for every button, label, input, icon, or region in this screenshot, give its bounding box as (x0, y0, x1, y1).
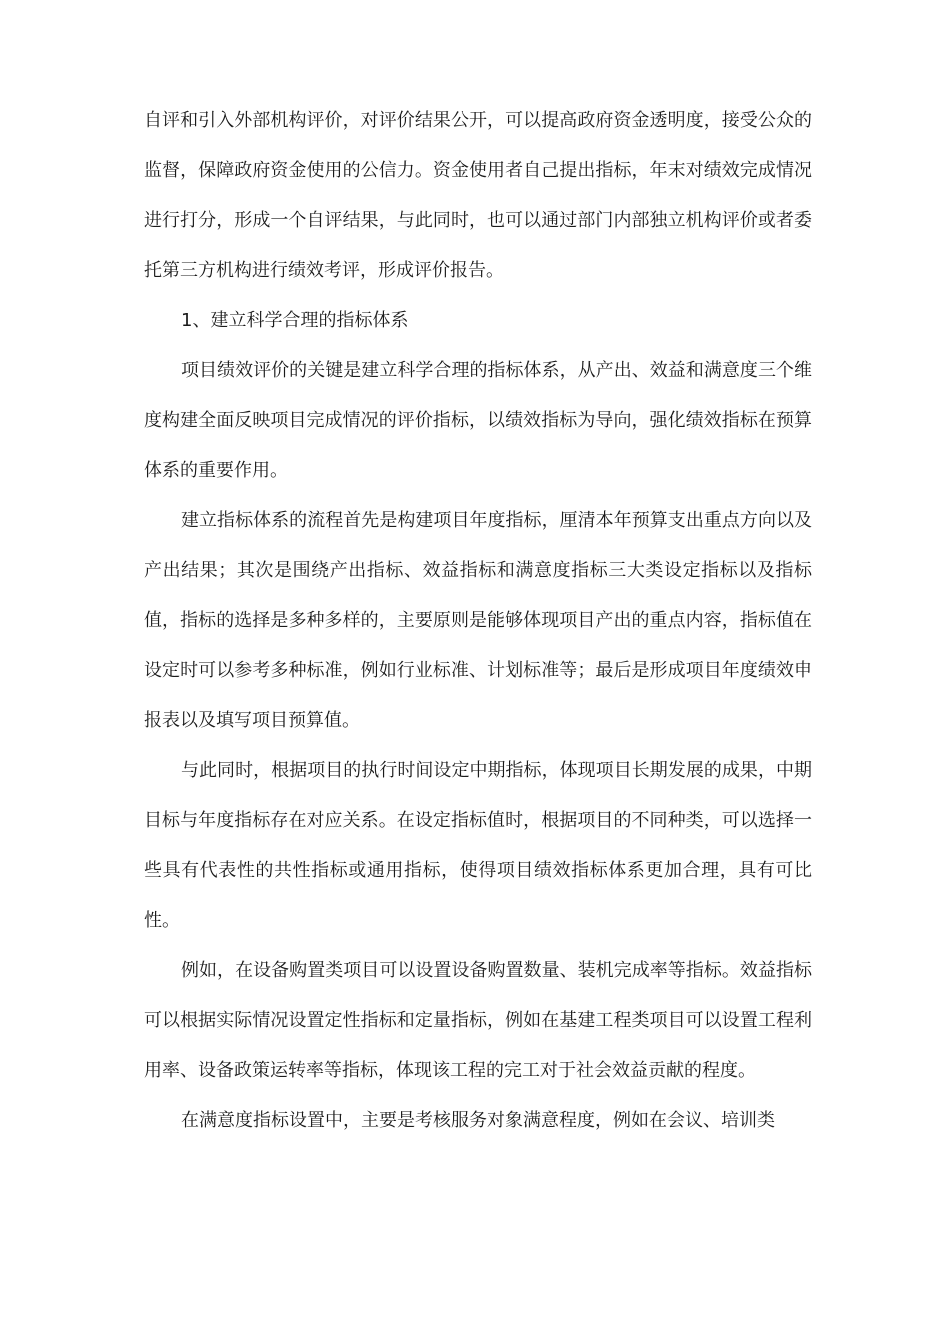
section-heading: 1、建立科学合理的指标体系 (181, 310, 409, 331)
document-body (144, 96, 812, 1146)
paragraph: 项目绩效评价的关键是建立科学合理的指标体系，从产出、效益和满意度三个维度构建全面反映项目完成情况的评价指标，以绩效指标为导向，强化绩效指标在预算体系的重要作用。 (144, 360, 812, 481)
paragraph: 例如，在设备购置类项目可以设置设备购置数量、装机完成率等指标。效益指标可以根据实际情况设置定性指标和定量指标，例如在基建工程类项目可以设置工程利用率、设备政策运转率等指标，体现该工程的完工对于社会效益贡献的程度。 (144, 960, 812, 1081)
paragraph: 建立指标体系的流程首先是构建项目年度指标，厘清本年预算支出重点方向以及产出结果；其次是围绕产出指标、效益指标和满意度指标三大类设定指标以及指标值，指标的选择是多种多样的，主要原则是能够体现项目产出的重点内容，指标值在设定时可以参考多种标准，例如行业标准、计划标准等；最后是形成项目年度绩效申报表以及填写项目预算值。 (144, 510, 812, 731)
paragraph-truncated: 在满意度指标设置中，主要是考核服务对象满意程度，例如在会议、培训类 (181, 1110, 775, 1131)
paragraph: 与此同时，根据项目的执行时间设定中期指标，体现项目长期发展的成果，中期目标与年度指标存在对应关系。在设定指标值时，根据项目的不同种类，可以选择一些具有代表性的共性指标或通用指标，使得项目绩效指标体系更加合理，具有可比性。 (144, 760, 812, 931)
paragraph-continued: 自评和引入外部机构评价，对评价结果公开，可以提高政府资金透明度，接受公众的监督，保障政府资金使用的公信力。资金使用者自己提出指标，年末对绩效完成情况进行打分，形成一个自评结果，与此同时，也可以通过部门内部独立机构评价或者委托第三方机构进行绩效考评，形成评价报告。 (144, 110, 812, 281)
